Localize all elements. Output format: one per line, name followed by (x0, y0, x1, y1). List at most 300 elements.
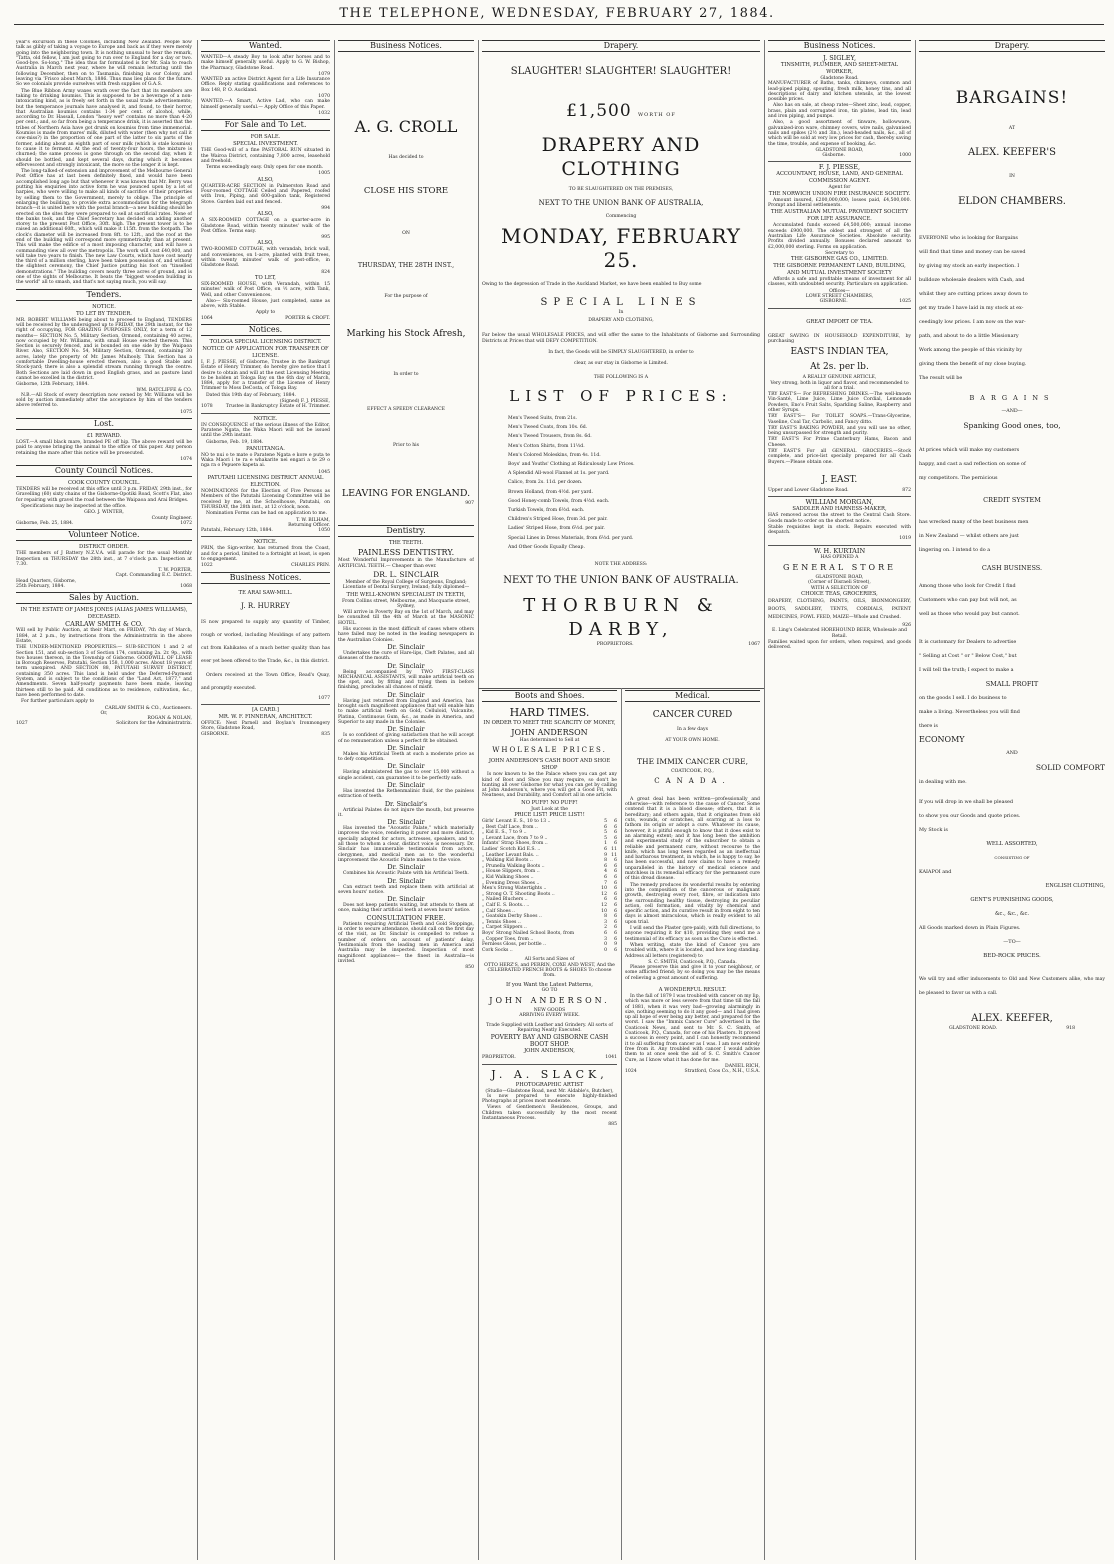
keefer-line: on the goods I sell. I do business to (919, 694, 1007, 701)
article-paragraph: year's excursion in these Colonies, including New Zealand. People now talk as glibly of taking a voyage to Europe and back as if they were merely going into the neighboring town. It is nothing unusual to hear the remark, "Tatta, old fellow, I am just going to run over to England for a day or two. Good-bye. So-long." The idea thus far formulated is for Mr. Sala to reach Australia in March next year, where he will remain lecturing until the following December, then on to Tasmania, finishing in our Colony, and leaving via 'Frisco about March, 1886. Thus mas lies plans for the future. So we colonials provide ourselves with fresh supplies of G.A.S. (16, 40, 192, 88)
try-east: TRY EAST'S For Prime Canterbury Hams, Bacon and Cheese. (768, 437, 911, 448)
keefer-text-block (919, 515, 1105, 557)
dent-body: Member of the Royal College of Surgeons, England; Licentiate of Dental Surgery, Ireland; fully diplomed— (342, 579, 470, 591)
photo-body: Views of Gentlemen's Residences, Groups, and Children taken successfully by the most recent Instantaneous Process. (482, 1105, 617, 1122)
notice-date: Dated this 19th day of February, 1884. (206, 392, 296, 398)
price-item-name: „ Levant Lace, from 7 to 9 .. (482, 835, 548, 841)
auction-body-2: THE UNDER-MENTIONED PROPERTIES:— SUB-SECTION 1 and 2 of Section 151, and sub-section 3 of Section 174, containing 2a. 2r. 9p., with two houses thereon, in the Township of Gisborne. GOODWILL OF LEASE in Borough Reserves, Patutahi, Section 158, 1,000 acres. About 18 years of term unexpired. AND SECTION 88, PATUTAHI SURVEY DISTRICT, containing 350 acres. This land is held under the Deferred-Payment System, and is subject to the conditions of the "Land Act, 1877," and Amendments. Seven half-yearly payments have been made, leaving thirteen still to be paid. All conditions as to residence, cultivation, &c., have been performed to date. (16, 645, 192, 698)
volunteer-place: Head Quarters, Gisborne, (16, 578, 77, 584)
price-pence: 6 (614, 897, 617, 903)
ad-footer (201, 563, 330, 568)
keefer-heading: BED-ROCK PRICES. (983, 952, 1041, 959)
price-shillings: 12 (601, 891, 607, 897)
divider (201, 704, 330, 705)
keefer-signature: ALEX. KEEFER, (971, 1012, 1053, 1024)
notice-title: PATUTAHI LICENSING DISTRICT ANNUAL ELECTION. (207, 475, 324, 489)
divider (201, 413, 330, 414)
ad-ref-number: 1077 (318, 695, 330, 701)
drapery-line: In (618, 309, 624, 315)
price-item-name: „ Best Calf Lace, from .. (482, 824, 538, 830)
price-shillings: 2 (604, 925, 607, 931)
dent-title-2: PAINLESS DENTISTRY. (357, 548, 455, 558)
section-heading-dentistry: Dentistry. (338, 525, 474, 537)
medical-canada: CANADA. (654, 776, 731, 785)
tea-line: A REALLY GENUINE ARTICLE, (802, 375, 877, 381)
kurtain-line: (Corner of Disraeli Street), (808, 580, 871, 586)
dent-body: From Collins street, Melbourne, and Macquarie street, Sydney, (341, 598, 471, 609)
keefer-line: All Goods marked down in Plain Figures. (919, 924, 1021, 931)
notice-title-line: Trustee in Bankruptcy Estate of H. Trimmer. (225, 404, 330, 410)
dent-consult: CONSULTATION FREE. (366, 913, 446, 922)
keefer-line: KAIAPOI and (919, 868, 952, 875)
piesse-line: Secretary to (825, 250, 854, 256)
keefer-line: Work among the people of this vicinity by (919, 346, 1023, 353)
notice-body-2: Nomination Forms can be had on application to me. (206, 511, 327, 517)
ad-ref-number: 1019 (899, 536, 911, 542)
notice-body: PRIN, the Sign-writer, has returned from the Coast, and for a period, limited to a fortnight at least, is open to engagement. (201, 546, 330, 562)
dent-name-line: Dr. Sinclair (387, 642, 425, 651)
medical-body: I will send the Plaster (pre-paid), with full directions, to anyone requiring it for $10, providing they send me a testimonial of its efficacy as soon as the Cure is effected. (625, 926, 760, 942)
price-pence: 6 (614, 819, 617, 825)
keefer-heading: SMALL PROFIT (985, 679, 1039, 688)
ad-footer (625, 1069, 760, 1074)
east-name: J. EAST. (821, 474, 858, 485)
keefer-heading: Spanking Good ones, too, (963, 420, 1061, 430)
medical-line: In a few days (677, 727, 708, 732)
column-3 (338, 40, 474, 1560)
keefer-line: there is (919, 722, 938, 729)
price-pence: 6 (614, 830, 617, 836)
medical-signature: DANIEL RICH, (725, 1063, 760, 1069)
croll-line: Prior to his (392, 442, 420, 448)
price-pence: 6 (614, 936, 617, 942)
keefer-name: ALEX. KEEFER'S (967, 147, 1057, 159)
price-pence: 6 (614, 886, 617, 892)
drapery-line: THE FOLLOWING IS A (593, 374, 649, 380)
price-shillings: 7 (604, 880, 607, 886)
piesse-line: LOWE STREET CHAMBERS, (805, 294, 874, 300)
try-east: TRY EAST'S BAKING POWDER, and you will use no other, being unsurpassed for strength and purity. (768, 425, 911, 437)
ad-ref-number: 824 (321, 269, 330, 275)
section-heading-boots: Boots and Shoes. (482, 690, 617, 702)
ad-ref-number: 995 (321, 235, 330, 241)
price-shillings: 0 (604, 947, 607, 953)
notice-signature: CHARLES PRIN. (291, 563, 330, 569)
section-heading-volunteer: Volunteer Notice. (16, 529, 192, 541)
ad-footer (16, 521, 192, 526)
keefer-line: has wrecked many of the best business men (919, 518, 1029, 525)
dent-name-line: Dr. Sinclair (387, 863, 425, 872)
dent-body: Combines his Acoustic Palate with his Artificial Teeth. (343, 871, 469, 877)
price-item-name: „ Strong O. T. Shooting Boots .. (482, 891, 555, 897)
keefer-line: The result will be (919, 374, 963, 381)
price-shillings: 3 (604, 936, 607, 942)
dent-body: Will arrive in Poverty Bay on the 1st of March, and may be consulted till the 4th of March at the MASONIC HOTEL. (338, 610, 474, 626)
wanted-ad: WANTED.—A Smart, Active Lad, who can make himself generally useful.— Apply Office of this Paper. (201, 99, 330, 110)
drapery-body: Far below the usual WHOLESALE PRICES, and will offer the same to the Inhabitants of Gisborne and Surrounding Districts at Prices that will DEFY COMPETITION. (482, 333, 760, 344)
ad-ref-number: 1041 (605, 1055, 617, 1061)
general-store: GENERAL STORE (783, 563, 896, 573)
price-item-name: „ Calf Shoes .. (482, 908, 516, 914)
drapery-line: NEXT TO THE UNION BANK OF AUSTRALIA, (538, 199, 704, 208)
price-item-name: „ Kid Walking Shoes .. (482, 875, 534, 881)
column-divider (478, 40, 479, 1560)
divider (201, 536, 330, 537)
keefer-line: in New Zealand — whilst others are just (919, 532, 1019, 539)
medical-address: S. C. SMITH, Coaticook, P.Q., Canada. (648, 959, 737, 965)
volunteer-subtitle: DISTRICT ORDER. (79, 544, 129, 551)
keefer-line: happy, and cast a sad reflection on some of (919, 460, 1026, 467)
ad-ref-number: 1024 (625, 1069, 637, 1075)
piesse-line: THE GISBORNE GAS CO., LIMITED. (791, 256, 888, 263)
croll-line: ON (402, 231, 410, 237)
council-title: County Engineer. (151, 515, 192, 521)
price-pence: 6 (614, 858, 617, 864)
keefer-line: get my trade I have laid in my stock at ex- (919, 304, 1024, 311)
sale-ad: TWO-ROOMED COTTAGE, with verandah, brick wall, and conveniences, on 1-acre, planted with fruit trees, within twenty minutes' walk of post-office, in Gladstone Road. (201, 247, 330, 269)
ad-ref-number: 907 (465, 501, 474, 507)
keefer-line (919, 621, 1105, 635)
price-pence: 6 (614, 902, 617, 908)
also-label: ALSO, (257, 211, 274, 218)
price-list-item: Turkish Towels, from 6½d. each. (508, 508, 585, 513)
sigley-body: Also has on sale, at cheap rates—Sheet zinc, lead, copper, brass, plain and corrugated iron, tin plates, lead tin, lead and iron piping, and pumps. (768, 103, 911, 120)
keefer-heading: CASH BUSINESS. (981, 563, 1043, 572)
piesse-line: THE GISBORNE PERMANENT LAND, BUILDING, AND MUTUAL INVESTMENT SOCIETY (773, 263, 906, 277)
ad-footer (768, 153, 911, 158)
ad-ref-number: 1027 (16, 721, 28, 727)
sale-ad: A SIX-ROOMED COTTAGE on a quarter-acre in Gladstone Road, within twenty minutes' walk of the Post Office. Terms easy. (201, 218, 330, 234)
auction-body: Will sell by Public Auction, at their Mart, on FRIDAY, 7th day of March, 1884, at 2 p.m., by instructions from the Administratrix in the above Estate, (16, 628, 192, 644)
croll-line: Has decided to (388, 155, 424, 160)
medical-body: The remedy produces its wonderful results by entering into the composition of the cancerous or malignant growth, destroying every root, fibre, or indication into the surrounding healthy tissue, destroying its peculiar action, cell formation, and vitality by chemical and specific action, and its curative result in from eight to ten days is almost miraculous, which is really evident to all upon trial. (625, 882, 760, 925)
wholesale-prices: WHOLESALE PRICES. (492, 746, 607, 755)
medical-body: When writing, state the kind of Cancer you are troubled with, where it is located, and how long standing. Address all letters (registered) to (625, 942, 760, 959)
proprietor: PROPRIETOR. (482, 1055, 516, 1061)
ad-date: Gisborne, Feb. 25, 1884. (16, 520, 74, 526)
divider (768, 308, 911, 309)
auction-or: Or, (100, 710, 108, 716)
council-body-2: Specifications may be inspected at the office. (21, 504, 127, 510)
sigley-name: J. SIGLEY, (822, 54, 857, 62)
keefer-heading: ENGLISH CLOTHING, (1045, 882, 1105, 889)
dent-body: Is so confident of giving satisfaction that he will accept of no remuneration unless a perfect fit be obtained. (338, 733, 474, 744)
table-row (482, 948, 617, 954)
piesse-line: Agent for (828, 185, 851, 191)
ad-date: 25th February, 1884. (16, 584, 65, 590)
worth-of: WORTH OF (638, 112, 676, 118)
price-pence: 9 (614, 942, 617, 948)
hard-times: HARD TIMES. (509, 706, 590, 719)
price-item-name: „ Evening Dress Shoes .. (482, 880, 540, 886)
price-shillings: 5 (604, 835, 607, 841)
section-heading-council: County Council Notices. (16, 465, 192, 477)
ad-footer (201, 404, 330, 409)
medical-body: In the fall of 1879 I was troubled with cancer on my lip, which was more or less severe from that time till the fall of 1881, when it was very bad—growing alarmingly in size, nothing seeming to do it any good— and I had given up all hope of ever being any better, and prepared for the worst. I saw the "Immix Cancer Cure" advertised in the Coaticook News, and sent to Mr. S. C. Smith, of Coaticook, P.Q., Canada, for one of his Plasters. It proved a success in every point, and I can honestly recommend it to all suffering from cancer as I was. I am now entirely free from it. Any troubled with cancer I would advise them to at once seek the aid of S. C. Smith's Cancer Cure, as I know what it has done for me. (625, 993, 760, 1063)
price-pence: 6 (614, 919, 617, 925)
keefer-heading: WELL ASSORTED, (986, 840, 1038, 847)
dent-title-3: THE WELL-KNOWN SPECIALIST IN TEETH, (346, 591, 466, 598)
sale-ad: THE Good-will of a fine PASTORAL RUN situated in the Wairoa District, containing 7,800 acres, leasehold and freehold. (201, 148, 330, 164)
keefer-line: AT (1008, 126, 1016, 131)
price-shillings: 9 (604, 852, 607, 858)
column-7 (919, 40, 1105, 1560)
croll-line: THURSDAY, THE 28TH INST., (357, 261, 455, 269)
piesse-body: Accumulated funds exceed £4,500,000; annual income exceeds £900,000. The oldest and strongest of all the Australian Life Assurance Societies. Absolute security. Profits divided annually. Bonuses declared amount to £2,000,000 sterling. Forms on application. (768, 223, 911, 250)
price-pence: 6 (614, 875, 617, 881)
no-puff: NO PUFF! NO PUFF! (521, 799, 578, 806)
sale-ad-also: Also— Six-roomed House, just completed, same as above, with Stable. (201, 298, 330, 310)
column-divider (621, 688, 622, 1560)
keefer-line: by giving my stock an early inspection. I (919, 262, 1020, 269)
auction-signature-2: ROGAN & NOLAN, (147, 716, 192, 722)
price-list-item: Men's Tweed Suits, from 21s. (508, 415, 577, 421)
card-place: GISBORNE. (201, 732, 230, 738)
sale-subtitle: FOR SALE. (250, 134, 281, 141)
piesse-trade: ACCOUNTANT, HOUSE, LAND, AND GENERAL COMMISSION AGENT. (776, 171, 903, 185)
divider (768, 161, 911, 162)
auction-body-3: For further particulars apply to (21, 699, 95, 705)
ad-ref-number: 1005 (318, 171, 330, 177)
dent-body: Has invented the "Acoustic Palate," which materially improves the voice, rendering it purer and more distinct, specially adapted for actors, actresses, speakers, and to all those to whom a clear, distinct voice is necessary. Dr. Sinclair has innumerable testimonials from actors, clergymen, and medical men as to the wonderful improvement the Acoustic Palate makes to the voice. (338, 826, 474, 863)
notice-body: I, F. J. PIESSE, of Gisborne, Trustee in the Bankrupt Estate of Henry Trimmer, do hereby give notice that I desire to obtain and will at the next Licensing Meeting to be holden at Tologa Bay on the 6th day of March, 1884, apply for a transfer of the License of Henry Trimmer to Moss DeCosta, of Tologa Bay. (201, 359, 330, 392)
ad-ref-number: 1078 (201, 404, 213, 410)
boots-line: IN ORDER TO MEET THE SCARCITY OF MONEY, (483, 720, 616, 726)
council-subtitle: COOK COUNTY COUNCIL. (68, 480, 140, 487)
tender-date: Gisborne, 12th February, 1884. (16, 382, 89, 388)
price-pence: 6 (614, 930, 617, 936)
price-shillings: 3 (604, 919, 607, 925)
price-list-item: Good Honey-comb Towels, from 4½d. each. (508, 498, 610, 504)
ad-ref-number: 1064 (201, 315, 213, 321)
price-shillings: 1 (604, 841, 607, 847)
croll-line: For the purpose of (384, 293, 428, 299)
keefer-line: ceedingly low prices. I am now on the war- (919, 318, 1026, 325)
piesse-body: Affords a safe and profitable means of investment for all classes, with undoubted security. Particulars on application. (768, 277, 911, 288)
price-list-item: A Splendid All-wool Flannel at 1s. per yard. (508, 471, 610, 477)
keefer-line: Among those who look for Credit I find (919, 582, 1016, 589)
section-heading-for-sale: For Sale and To Let. (201, 119, 330, 131)
dent-name-line: Dr. Sinclair (387, 818, 425, 827)
keefer-line: My Stock is (919, 826, 948, 833)
ad-footer (482, 1055, 617, 1060)
boots-body: Trade Supplied with Leather and Grindery. All sorts of Repairing Neatly Executed. (486, 1022, 613, 1033)
section-heading-auction: Sales by Auction. (16, 592, 192, 604)
ad-ref-number: 1022 (201, 563, 213, 569)
column-6 (768, 40, 911, 1560)
piesse-name: F. J. PIESSE, (818, 163, 861, 172)
keefer-line: giving them the benefit of my close buying. (919, 360, 1027, 367)
keefer-text-block (919, 691, 1105, 733)
keefer-heading: SOLID COMFORT (1035, 762, 1105, 772)
reward-title: £1 REWARD. (86, 433, 122, 439)
anderson-name: JOHN ANDERSON. (489, 996, 610, 1006)
wanted-ad: WANTED—A steady Boy to look after horses and to make himself generally useful. Apply to G. W. Bishop, the Pharmacy, Gladstone Road. (201, 55, 330, 71)
price-shillings: 5 (604, 830, 607, 836)
dent-name-line: Dr. Sinclair (387, 762, 425, 771)
photo-body: Is now prepared to execute highly-finished Photographs at prices most moderate. (482, 1093, 617, 1105)
bargains-title: BARGAINS! (955, 88, 1069, 108)
price-pence: 11 (611, 852, 617, 858)
auction-solicitors: Solicitors for the Administratrix. (116, 721, 192, 727)
medical-line: AT YOUR OWN HOME. (665, 738, 720, 744)
price-shillings: 6 (604, 897, 607, 903)
dent-name-line: Dr. Sinclair (387, 895, 425, 904)
boots-line: Has determined to Sell at (519, 738, 580, 743)
also-label: ALSO, (257, 240, 274, 247)
ad-ref-number: 994 (321, 205, 330, 211)
price-item-name: „ Kid E. S., 7 to 9 .. (482, 830, 527, 836)
price-list-item: Special Lines in Dress Materials, from 6½d. per yard. (508, 535, 634, 541)
boots-body: Is now known to be the Palace where you can get any kind of Boot and Shoe you may require, so don't be hunting all over Gisborne for what you can get by calling at John Anderson's, where you will get a Good Fit, with Neatness, and Durability, and Comfort all in one article. (482, 772, 617, 799)
notice-date: Gisborne, Feb. 19, 1884. (206, 439, 264, 445)
ad-ref-number: 850 (465, 965, 474, 971)
to-let-label: TO LET, (255, 274, 276, 281)
price-list-item: Ladies' Striped Hose, from 6½d. per pair. (508, 526, 605, 532)
medical-address-2: Stratford, Coos Co., N.H., U.S.A. (684, 1069, 760, 1075)
notice-body: IN CONSEQUENCE of the serious illness of the Editor, Paratene Ngata, the Waka Maori will not be issued until the 29th instant. (201, 422, 330, 439)
price-list-item: Men's Tweed Trousers, from 8s. 6d. (508, 434, 592, 440)
price-list-item: Boys' and Youths' Clothing at Ridiculously Low Prices. (508, 461, 635, 467)
kurtain-line: Families waited upon for orders, when required, and goods delivered. (768, 639, 911, 651)
ad-footer (919, 1026, 1105, 1031)
price-item-name: „ Carpet Slippers .. (482, 925, 527, 931)
piesse-place: GISBORNE. (819, 299, 848, 305)
piesse-line: THE NORWICH UNION FIRE INSURANCE SOCIETY. (768, 190, 911, 197)
price-item-name: „ Copper Toes, from .. (482, 936, 534, 942)
price-shillings: 5 (604, 819, 607, 825)
price-item-name: Cork Socks .. (482, 947, 513, 953)
ad-signature: PORTER & CROFT. (285, 315, 330, 321)
price-pence: 6 (614, 947, 617, 953)
business-name: J. R. HURREY (241, 601, 290, 610)
section-heading-business: Business Notices. (338, 40, 474, 52)
price-pence: 6 (614, 880, 617, 886)
drapery-ad (482, 40, 760, 685)
boots-line: All Sorts and Sizes of (524, 957, 575, 963)
sigley-body: MANUFACTURER of Baths, tanks, chimneys, common and lead-piped piping, spouting, fresh milk, honey tins, and all descriptions of dairy and kitchen utensils, at the lowest possible prices. (768, 81, 911, 103)
column-divider (197, 40, 198, 1560)
price-pence: 6 (614, 841, 617, 847)
amount: £1,500 (566, 101, 632, 121)
drapery-title: DRAPERY AND CLOTHING (541, 134, 701, 180)
section-heading-tenders: Tenders. (16, 289, 192, 301)
keefer-line: Customers who can pay but will not, as (919, 596, 1017, 603)
keefer-line: If you will drop in we shall be pleased (919, 798, 1014, 805)
result-heading: A WONDERFUL RESULT. (658, 986, 727, 993)
keefer-heading: —TO— (1003, 938, 1021, 945)
notice-subtitle: TO LET BY TENDER. (76, 310, 132, 317)
try-east: TRY EAST'S— For TOILET SOAPS.—Trans-Glycerine, Vaseline, Coal Tar, Carbolic, and Fancy ditto. (768, 414, 911, 425)
ad-ref-number: 872 (902, 487, 911, 493)
ad-ref-number: 1075 (180, 409, 192, 415)
price-list-item: Men's Cotton Shirts, from 11½d. (508, 443, 585, 449)
price-shillings: 4 (604, 869, 607, 875)
piesse-body: Amount insured, £200,000,000; losses paid, £4,500,000. Prompt and liberal settlements. (768, 197, 911, 209)
dent-name-line: Dr. Sinclair (387, 743, 425, 752)
business-body: IS now prepared to supply any quantity of Timber, rough or worked, including Mouldings of any pattern cut from Kahikatea of a much better quality than has ever yet been offered to the Trade, &c., in this district. (201, 619, 330, 664)
price-pence: 11 (611, 847, 617, 853)
notice-title: TOLOGA SPECIAL LICENSING DISTRICT. (209, 338, 322, 345)
kurtain-line: GLADSTONE ROAD, (815, 575, 864, 581)
sale-ad: SIX-ROOMED HOUSE, with Verandah, within 15 minutes' walk of Post Office, on ½ acre, with Tank, Well, and other Conveniences. (201, 281, 330, 298)
price-shillings: 12 (601, 902, 607, 908)
keefer-line: lingering on. I intend to do a (919, 546, 991, 553)
keefer-text-block (919, 231, 1105, 385)
ad-footer (201, 316, 330, 321)
eldon-chambers: ELDON CHAMBERS. (958, 195, 1066, 207)
price-list-item: Men's Colored Moleskins, from 4s. 11d. (508, 452, 601, 458)
price-shillings: 8 (604, 914, 607, 920)
ad-footer (16, 584, 192, 589)
sale-subtitle-2: SPECIAL INVESTMENT. (233, 141, 298, 148)
business-title: TE ARAI SAW-MILL. (238, 589, 293, 596)
boots-line: POVERTY BAY AND GISBORNE CASH BOOT SHOP. (490, 1034, 609, 1049)
keefer-line: IN (1009, 174, 1015, 180)
boots-line: GO TO (541, 987, 558, 993)
keefer-line: bulldoze wholesale dealers with Cash, and (919, 276, 1025, 283)
article-paragraph: The Blue Ribbon Army waxes wrath over the fact that its members are taking to drinking koumiss. This is supposed to be a beverage of a non-intoxicating kind, as is freely set forth in the usual trade advertisements; but the temperance journals have analysed it, and found, to their horror, that Australian koumiss contains 1·34 per cent. of alcohol, while, according to Dr. Hassall, London "heavy wet" contains no more than 4·20 per cent.; and, so far from being a temperance drink, it is asserted that the tribes of Northern Asia have got drunk on koumiss from time immemorial. Koumiss is made from mares' milk, diluted with water (then why not call it cow-miss?) in the proportion of one part of the latter to six parts of the former, adding about an eighth part of sour milk (which is stale koumiss) to cause it to ferment. At the end of twenty-four hours, the mixture is churned; the same process is gone through on the second day, when it should be bottled, and kept several days, during which it becomes effervescent and strongly intoxicant, the more so the longer it is kept. (16, 88, 192, 168)
croll-line: LEAVING FOR ENGLAND. (341, 488, 471, 500)
kurtain-line: E. Ling's Celebrated HOREHOUND BEER, Wholesale and Retail. (772, 628, 907, 639)
immix-title: THE IMMIX CANCER CURE, (637, 756, 748, 766)
drapery-line: clear, as our stay in Gisborne is Limited. (573, 361, 669, 367)
tea-body: Very strong, both in liquor and flavor, and recommended to all for a trial. (770, 380, 909, 391)
sale-ad: QUARTER-ACRE SECTION in Palmerston Road and Four-roomed COTTAGE Ceiled and Papered, roofed with Iron, Piping, and 600-gallon tank, Registered Stove. Garden laid out and fenced. (201, 183, 330, 205)
keefer-heading: ECONOMY (919, 734, 965, 744)
price-pence: 6 (614, 869, 617, 875)
keefer-text-block (919, 579, 1105, 677)
council-signature: GEO. J. WINTER, (84, 510, 124, 516)
croll-line: EFFECT A SPEEDY CLEARANCE (367, 407, 445, 413)
price-item-name: „ Calf E. S. Boots.. .. (482, 902, 530, 908)
council-body: TENDERS will be received at this office until 3 p.m. FRIDAY, 29th inst., for Gravelling (60) sixty chains of the Gisborne-Opotiki Road, Scott's Flat, also for repairing with gravel the road between the Waipaoa and Arai Bridges. (16, 487, 192, 503)
price-item-name: „ Prunella Walking Boots .. (482, 863, 545, 869)
price-item-name: „ Goatskin Derby Shoes .. (482, 914, 542, 920)
sigley-road: GLADSTONE ROAD, (815, 147, 864, 153)
dent-body: Artificial Palates do not injure the mouth, but preserve it. (338, 807, 474, 818)
ad-date: Patutahi, February 12th, 1884. (201, 528, 273, 534)
ad-ref-number: 918 (1066, 1025, 1075, 1031)
keefer-line: It is customary for Dealers to advertise (919, 638, 1017, 645)
boots-line: NEW GOODS (533, 1008, 566, 1014)
divider (768, 545, 911, 546)
list-of-prices: LIST OF PRICES: (509, 386, 733, 405)
keefer-line: " Selling at Cost " or " Below Cost," but (919, 652, 1017, 659)
keefer-line: make a living. Nevertheless you will find (919, 708, 1020, 715)
keefer-text-block (919, 795, 1105, 837)
ad-ref-number: 926 (902, 622, 911, 628)
slaughter-banner: SLAUGHTER! SLAUGHTER! SLAUGHTER! (510, 66, 732, 77)
east-address: Upper and Lower Gladstone Road. (768, 487, 849, 493)
dent-name-line: Dr. Sinclair (387, 876, 425, 885)
keefer-heading: GENT'S FURNISHING GOODS, (970, 896, 1054, 903)
section-heading-drapery: Drapery. (919, 40, 1105, 52)
note-address: NOTE THE ADDRESS: (594, 562, 648, 568)
east-tea: EAST'S INDIAN TEA, (790, 347, 889, 358)
column-1 (16, 40, 192, 1560)
dent-body: Having administered the gas to over 15,000 without a single accident, can guarantee it to be perfectly safe. (338, 770, 474, 781)
tea-body: GREAT SAVING IN HOUSEHOLD EXPENDITURE, by purchasing (768, 333, 911, 344)
price-list-title: PRICE LIST! PRICE LIST!! (514, 812, 585, 819)
sigley-body: Also, a good assortment of tinware, hollowware, galvanized-iron ware, chimney covers, wire nails, galvanised nails and spikes (2½ and 3in.), lead-headed nails, &c., all of which will be sold at very low prices for cash, thereby saving the time, trouble, and expense of booking, &c. (768, 120, 911, 147)
slack-name: J. A. SLACK, (491, 1067, 608, 1081)
medical-body: Please preserve this and give it to your neighbour, or some afflicted friend; by so doing you may be the means of relieving a great amount of suffering. (625, 965, 760, 981)
ad-ref-number: 1045 (318, 469, 330, 475)
drapery-body: Owing to the depression of Trade in the Auckland Market, we have been enabled to Buy some (482, 281, 702, 287)
keefer-line: my competitors. The pernicious (919, 474, 998, 481)
anderson-name: JOHN ANDERSON (511, 728, 588, 737)
